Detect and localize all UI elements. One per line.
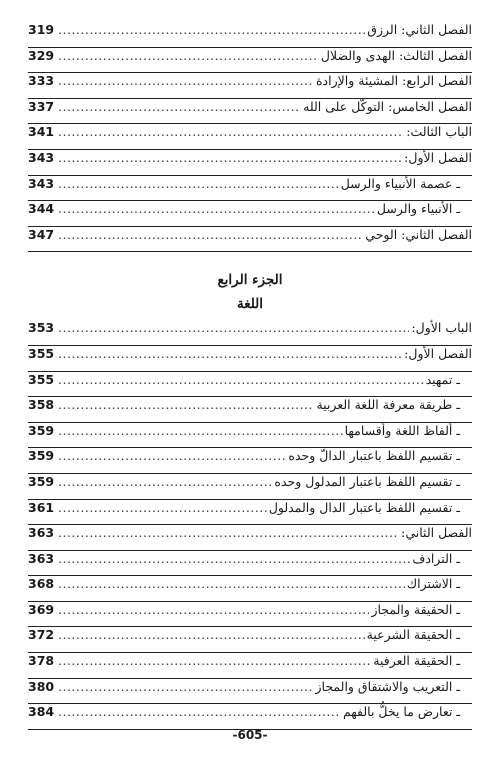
toc-entry-page: 319 (28, 22, 55, 37)
toc-entry (28, 99, 472, 125)
toc-entry (28, 525, 472, 551)
dot-leader (58, 372, 424, 387)
toc-entry-title: الباب الثالث: (406, 124, 472, 140)
toc-entry-title: ـ الترادف (412, 550, 460, 566)
toc-entry (28, 602, 472, 628)
toc-entry-title: الفصل الرابع: المشيئة والإرادة (316, 73, 472, 89)
toc-entry-title: الفصل الثاني: (401, 525, 472, 541)
dot-leader (58, 448, 286, 463)
toc-entry-page: 355 (28, 371, 55, 387)
page-number: -605- (232, 728, 268, 742)
part-heading: الجزء الرابع (217, 272, 283, 289)
dot-leader (58, 653, 371, 668)
dot-leader (58, 150, 402, 165)
dot-leader (58, 346, 402, 361)
toc-entry (28, 423, 472, 449)
toc-entry-page: 353 (28, 320, 55, 336)
toc-entry (28, 320, 472, 346)
toc-entry (28, 48, 472, 74)
dot-leader (58, 176, 339, 191)
dot-leader (58, 397, 314, 412)
dot-leader (58, 602, 369, 617)
toc-entry (28, 22, 472, 48)
toc-entry (28, 653, 472, 679)
dot-leader (58, 22, 365, 37)
toc-entry (28, 576, 472, 602)
toc-entry (28, 679, 472, 705)
toc-entry-page: 363 (28, 550, 55, 566)
toc-group-1 (28, 22, 472, 252)
toc-entry-page: 384 (28, 704, 55, 720)
toc-entry-page: 359 (28, 422, 55, 438)
dot-leader (58, 474, 272, 489)
toc-entry-title: ـ عصمة الأنبياء والرسل (340, 175, 460, 191)
toc-entry-title: ـ تمهيد (425, 371, 460, 387)
toc-entry-title: ـ ألفاظ اللغة وأقسامها (344, 422, 460, 438)
dot-leader (58, 704, 341, 719)
toc-entry (28, 474, 472, 500)
toc-entry-title: الباب الأول: (411, 320, 472, 336)
toc-entry-title: الفصل الخامس: التوكّل على الله (303, 98, 472, 114)
toc-entry-title: الفصل الأول: (404, 149, 472, 165)
toc-entry (28, 627, 472, 653)
toc-entry-title: ـ الحقيقة والمجاز (371, 601, 460, 617)
toc-entry-page: 344 (28, 201, 55, 217)
toc-entry (28, 150, 472, 176)
toc-entry-title: ـ الاشتراك (406, 576, 460, 592)
toc-entry-title: ـ الحقيقة الشرعية (366, 627, 460, 643)
toc-entry-page: 343 (28, 149, 55, 165)
toc-entry-title: ـ تعارض ما يخلُّ بالفهم (342, 704, 460, 720)
toc-entry-title: ـ تقسيم اللفظ باعتبار الدال والمدلول (268, 499, 460, 515)
toc-entry (28, 227, 472, 253)
toc-entry (28, 551, 472, 577)
dot-leader (58, 525, 399, 540)
dot-leader (58, 576, 405, 591)
toc-entry (28, 372, 472, 398)
toc-entry (28, 397, 472, 423)
dot-leader (58, 679, 314, 694)
toc-entry-page: 355 (28, 345, 55, 361)
dot-leader (58, 201, 375, 216)
toc-entry-title: ـ تقسيم اللفظ باعتبار الدالّ وحده (288, 448, 460, 464)
toc-entry-page: 358 (28, 397, 55, 413)
toc-entry-page: 337 (28, 98, 55, 114)
toc-entry (28, 346, 472, 372)
section-heading: اللغة (236, 296, 264, 313)
toc-entry-page: 363 (28, 525, 55, 541)
toc-entry-page: 341 (28, 124, 55, 140)
toc-entry-title: ـ تقسيم اللفظ باعتبار المدلول وحده (274, 473, 460, 489)
toc-entry-title: الفصل الثاني: الوحي (365, 226, 472, 242)
toc-entry-page: 361 (28, 499, 55, 515)
toc-entry-title: ـ طريقة معرفة اللغة العربية (316, 397, 460, 413)
toc-entry (28, 201, 472, 227)
toc-entry-page: 343 (28, 175, 55, 191)
toc-entry-title: ـ الأنبياء والرسل (376, 201, 460, 217)
dot-leader (58, 423, 343, 438)
toc-page (28, 22, 472, 730)
toc-entry (28, 500, 472, 526)
dot-leader (58, 320, 409, 335)
dot-leader (58, 48, 319, 63)
toc-entry-page: 369 (28, 601, 55, 617)
toc-entry-page: 378 (28, 653, 55, 669)
toc-group-2 (28, 320, 472, 730)
toc-entry (28, 448, 472, 474)
toc-entry (28, 73, 472, 99)
toc-entry-title: الفصل الأول: (404, 345, 472, 361)
dot-leader (58, 500, 267, 515)
dot-leader (58, 627, 365, 642)
dot-leader (58, 99, 301, 114)
toc-entry-page: 347 (28, 226, 55, 242)
toc-entry-page: 380 (28, 678, 55, 694)
toc-entry-title: الفصل الثالث: الهدى والضلال (320, 47, 472, 63)
toc-entry (28, 704, 472, 730)
toc-entry-page: 329 (28, 47, 55, 63)
toc-entry (28, 176, 472, 202)
toc-entry-title: ـ التعريب والاشتقاق والمجاز (315, 678, 460, 694)
toc-entry-page: 368 (28, 576, 55, 592)
dot-leader (58, 227, 363, 242)
dot-leader (58, 124, 404, 139)
toc-entry-title: الفصل الثاني: الرزق (367, 22, 472, 37)
toc-entry-page: 333 (28, 73, 55, 89)
toc-entry-page: 359 (28, 448, 55, 464)
toc-entry (28, 124, 472, 150)
toc-entry-page: 372 (28, 627, 55, 643)
toc-entry-title: ـ الحقيقة العرفية (373, 653, 460, 669)
toc-entry-page: 359 (28, 473, 55, 489)
dot-leader (58, 73, 314, 88)
dot-leader (58, 551, 410, 566)
